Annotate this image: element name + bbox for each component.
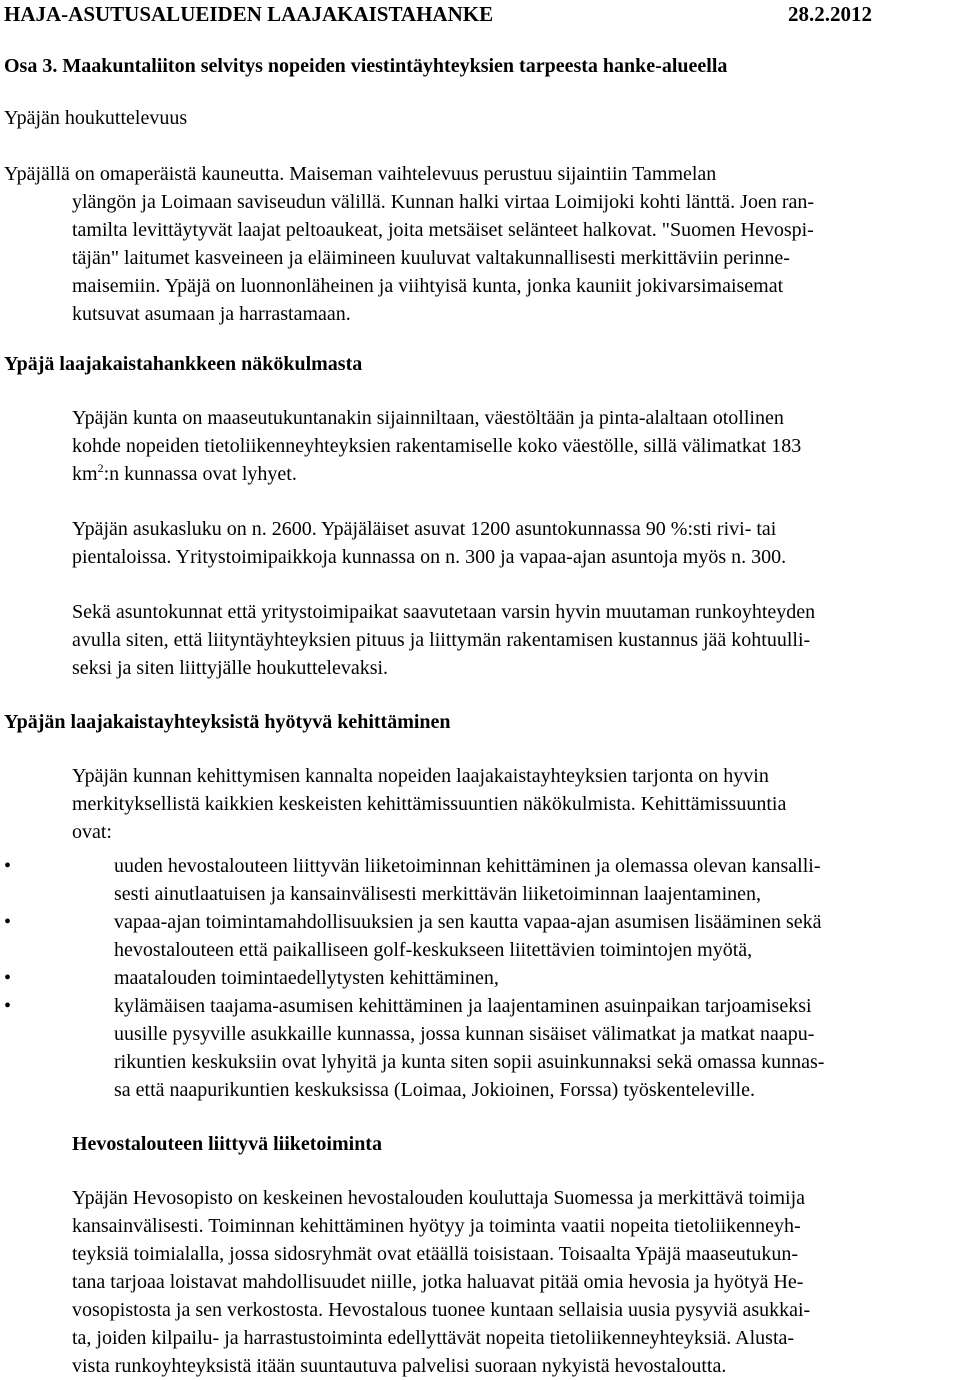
document-page	[4, 0, 956, 1380]
part-title: Osa 3. Maakuntaliiton selvitys nopeiden viestintäyhteyksien tarpeesta hanke-alueella	[4, 55, 728, 77]
text-line: tamilta levittäytyvät laajat peltoaukeat, joita metsäiset selänteet halkovat. "Suomen Hevospi-	[72, 219, 814, 241]
text-line: ta, joiden kilpailu- ja harrastustoiminta edellyttävät nopeita tietoliikenneyhteyksiä. Alusta-	[72, 1327, 795, 1349]
paragraph-development-intro	[72, 762, 956, 1380]
document-header	[4, 0, 872, 28]
text-line: vosopistosta ja sen verkostosta. Hevostalous tuonee kuntaan sellaisia uusia pysyviä asukkai-	[72, 1299, 811, 1321]
text-line: • kylämäisen taajama-asumisen kehittäminen ja laajentaminen asuinpaikan tarjoamiseksi	[114, 995, 812, 1017]
text-line: maisemiin. Ypäjä on luonnonläheinen ja viihtyisä kunta, jonka kauniit jokivarsimaisemat	[72, 275, 784, 297]
text-line: sa että naapurikuntien keskuksissa (Loimaa, Jokioinen, Forssa) työskenteleville.	[114, 1079, 755, 1101]
text-line: hevostalouteen että paikalliseen golf-keskukseen liitettävien toimintojen myötä,	[114, 939, 753, 961]
list-item	[4, 992, 956, 1104]
document-date: 28.2.2012	[788, 2, 872, 26]
text-line: Ypäjän kunnan kehittymisen kannalta nopeiden laajakaistayhteyksien tarjonta on hyvin	[72, 765, 769, 787]
paragraph-broadband-2	[72, 515, 956, 571]
text-line: täjän" laitumet kasveineen ja eläimineen kuuluvat valtakunnallisesti merkittäviin perinne-	[72, 247, 790, 269]
text-line: kansainvälisesti. Toiminnan kehittäminen hyötyy ja toiminta vaatii nopeita tietoliikenneyh-	[72, 1215, 801, 1237]
paragraph-horse-business	[72, 1184, 956, 1380]
list-item	[4, 964, 956, 992]
paragraph-broadband-3	[72, 598, 956, 682]
text-line: tana tarjoaa loistavat mahdollisuudet niille, jotka haluavat pitää omia hevosia ja hyötyä He-	[72, 1271, 804, 1293]
text-line: teyksiä toimialalla, jossa sidosryhmät ovat etäällä toisistaan. Toisaalta Ypäjä maaseutukun-	[72, 1243, 799, 1265]
text-line: • vapaa-ajan toimintamahdollisuuksien ja sen kautta vapaa-ajan asumisen lisääminen sekä	[114, 911, 822, 933]
list-item	[4, 852, 956, 908]
text-line: uusille pysyville asukkaille kunnassa, jossa kunnan sisäiset välimatkat ja matkat naapu-	[114, 1023, 815, 1045]
heading-attractiveness: Ypäjän houkuttelevuus	[4, 107, 188, 129]
development-list	[4, 852, 956, 1104]
heading-horse-business: Hevostalouteen liittyvä liiketoiminta	[72, 1133, 382, 1155]
text-fragment: :n kunnassa ovat lyhyet.	[103, 463, 297, 485]
text-line: avulla siten, että liityntäyhteyksien pituus ja liittymän rakentamisen kustannus jää kohtuulli-	[72, 629, 811, 651]
text-line: Ypäjän kunta on maaseutukuntanakin sijainniltaan, väestöltään ja pinta-alaltaan otollinen	[72, 407, 784, 429]
text-line: ovat:	[72, 821, 112, 843]
text-fragment: km	[72, 463, 98, 485]
text-line: merkityksellistä kaikkien keskeisten kehittämissuuntien näkökulmista. Kehittämissuuntia	[72, 793, 787, 815]
text-line: Ypäjän asukasluku on n. 2600. Ypäjäläiset asuvat 1200 asuntokunnassa 90 %:sti rivi- tai	[72, 518, 777, 540]
text-line: rikuntien keskuksiin ovat lyhyitä ja kunta siten sopii asuinkunnaksi sekä omassa kunnas-	[114, 1051, 825, 1073]
heading-development: Ypäjän laajakaistayhteyksistä hyötyvä kehittäminen	[4, 711, 451, 733]
text-line: Ypäjän Hevosopisto on keskeinen hevostalouden kouluttaja Suomessa ja merkittävä toimija	[72, 1187, 806, 1209]
text-line: sesti ainutlaatuisen ja kansainvälisesti merkittävän liiketoiminnan laajentaminen,	[114, 883, 762, 905]
list-item	[4, 908, 956, 964]
text-line: Sekä asuntokunnat että yritystoimipaikat saavutetaan varsin hyvin muutaman runkoyhteyden	[72, 601, 816, 623]
text-line: kohde nopeiden tietoliikenneyhteyksien rakentamiselle koko väestölle, sillä välimatkat 183	[72, 435, 802, 457]
text-line: Ypäjällä on omaperäistä kauneutta. Maiseman vaihtelevuus perustuu sijaintiin Tammelan	[4, 163, 717, 185]
paragraph-broadband-1	[72, 404, 956, 488]
text-line: • uuden hevostalouteen liittyvän liiketoiminnan kehittäminen ja olemassa olevan kansalli-	[114, 855, 821, 877]
text-line: seksi ja siten liittyjälle houkuttelevaksi.	[72, 657, 389, 679]
heading-broadband-view: Ypäjä laajakaistahankkeen näkökulmasta	[4, 353, 363, 375]
text-line	[72, 460, 956, 488]
paragraph-attractiveness	[4, 160, 956, 328]
superscript: 2	[97, 461, 104, 475]
text-line: ylängön ja Loimaan saviseudun välillä. Kunnan halki virtaa Loimijoki kohti länttä. Joen ran-	[72, 191, 815, 213]
text-line: • maatalouden toimintaedellytysten kehittäminen,	[114, 967, 499, 989]
project-title: HAJA-ASUTUSALUEIDEN LAAJAKAISTAHANKE	[4, 2, 494, 26]
text-line: pientaloissa. Yritystoimipaikkoja kunnassa on n. 300 ja vapaa-ajan asuntoja myös n. 300.	[72, 546, 787, 568]
text-line: kutsuvat asumaan ja harrastamaan.	[72, 303, 351, 325]
text-line: vista runkoyhteyksistä itään suuntautuva palvelisi suoraan nykyistä hevostaloutta.	[72, 1355, 727, 1377]
